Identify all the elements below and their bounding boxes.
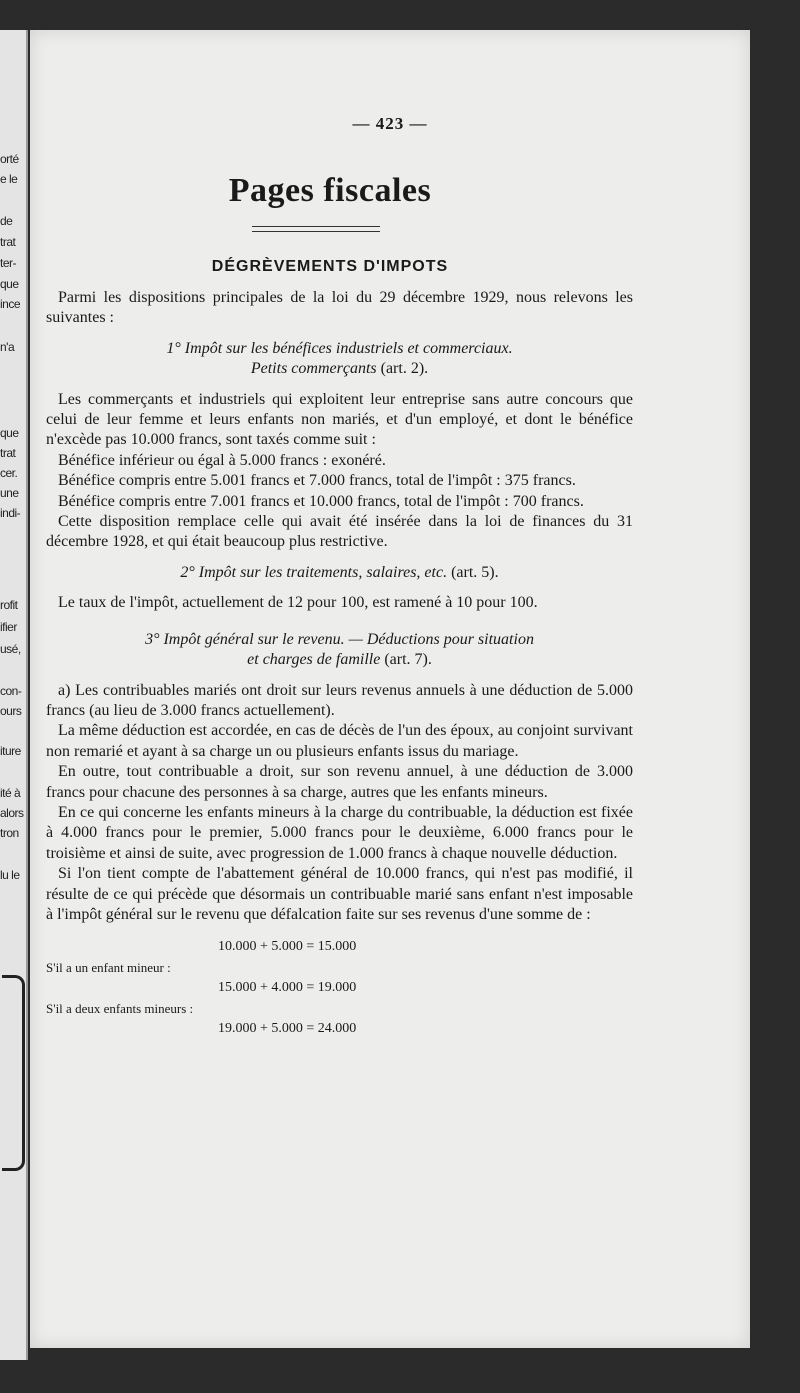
- margin-fragment: alors: [0, 806, 24, 820]
- part1-heading-line1: 1° Impôt sur les bénéfices industriels et commerciaux.: [166, 339, 513, 357]
- part1-paragraph: Cette disposition remplace celle qui avait été insérée dans la loi de finances du 31 décembre 1928, et qui était beaucoup plus restrictive.: [46, 513, 633, 551]
- part3-heading-line2-italic: et charges de famille: [247, 651, 381, 669]
- title-rule: [252, 226, 380, 232]
- margin-fragment: trat: [0, 446, 16, 460]
- page-number: — 423 —: [352, 114, 428, 133]
- margin-fragment: usé,: [0, 642, 21, 656]
- equation-label: S'il a deux enfants mineurs :: [46, 1000, 194, 1016]
- equation: 10.000 + 5.000 = 15.000: [218, 939, 357, 955]
- margin-fragment: iture: [0, 744, 21, 758]
- document-page: [30, 30, 750, 1348]
- margin-fragment: lu le: [0, 868, 20, 882]
- margin-fragment: ifier: [0, 620, 17, 634]
- margin-fragment: que: [0, 426, 19, 440]
- part1-heading-line2-italic: Petits commerçants: [250, 360, 377, 378]
- part1-paragraph: Les commerçants et industriels qui exploitent leur entreprise sans autre concours que celui de leur femme et leurs enfants non mariés, et d'un employé, et dont le bénéfice n'excède pas 10.000 francs, sont taxés comme suit :: [46, 390, 633, 449]
- intro-paragraph: Parmi les dispositions principales de la loi du 29 décembre 1929, nous relevons les suivantes :: [46, 289, 633, 327]
- margin-fragment: n'a: [0, 340, 15, 354]
- part3-paragraph: La même déduction est accordée, en cas de décès de l'un des époux, au conjoint survivant non remarié et ayant à sa charge un ou plusieurs enfants issus du mariage.: [46, 722, 633, 760]
- part2-heading-rest: (art. 5).: [447, 563, 499, 581]
- part1-heading: [46, 339, 633, 380]
- margin-fragment: trat: [0, 235, 16, 249]
- margin-fragment: ité à: [0, 786, 21, 800]
- part3-paragraph: En outre, tout contribuable a droit, sur son revenu annuel, à une déduction de 3.000 francs pour chacune des personnes à sa charge, autres que les enfants mineurs.: [46, 763, 633, 801]
- margin-fragment: orté: [0, 152, 19, 166]
- margin-fragment: ter-: [0, 256, 16, 270]
- part1-paragraph: Bénéfice compris entre 5.001 francs et 7.000 francs, total de l'impôt : 375 francs.: [58, 472, 576, 490]
- part2-heading: [46, 563, 633, 583]
- margin-fragment: de: [0, 214, 13, 228]
- article-body: [46, 288, 633, 1039]
- margin-fragment: e le: [0, 172, 18, 186]
- margin-fragment: que: [0, 277, 19, 291]
- part1-paragraph: Bénéfice inférieur ou égal à 5.000 francs : exonéré.: [58, 451, 386, 469]
- part1-heading-line2-rest: (art. 2).: [376, 360, 429, 378]
- part3-paragraph: En ce qui concerne les enfants mineurs à la charge du contribuable, la déduction est fixée à 4.000 francs pour le premier, 5.000 francs pour le deuxième, 6.000 francs pour le troisième et ainsi de suite, avec progression de 1.000 francs à chaque nouvelle déduction.: [46, 803, 633, 862]
- equation-label: S'il a un enfant mineur :: [46, 959, 171, 975]
- part3-paragraph: Si l'on tient compte de l'abattement général de 10.000 francs, qui n'est pas modifié, il résulte de ce qui précède que désormais un contribuable marié sans enfant n'est imposable à l'impôt général sur le revenu que défalcation faite sur ses revenus d'une somme de :: [46, 865, 633, 923]
- margin-fragment: con-: [0, 684, 22, 698]
- margin-fragment: indi-: [0, 506, 21, 520]
- part3-heading: [46, 630, 633, 671]
- part2-heading-italic: 2° Impôt sur les traitements, salaires, etc.: [180, 563, 448, 581]
- margin-fragment: rofit: [0, 598, 18, 612]
- margin-fragment: ince: [0, 297, 21, 311]
- margin-fragment: cer.: [0, 466, 18, 480]
- part1-paragraph: Bénéfice compris entre 7.001 francs et 10.000 francs, total de l'impôt : 700 francs.: [58, 492, 584, 510]
- margin-fragment: ours: [0, 704, 22, 718]
- part3-heading-line1: 3° Impôt général sur le revenu. — Déductions pour situation: [145, 630, 534, 648]
- part3-heading-line2-rest: (art. 7).: [380, 651, 432, 669]
- equation: 19.000 + 5.000 = 24.000: [218, 1021, 357, 1036]
- section-title: DÉGRÈVEMENTS D'IMPOTS: [211, 258, 449, 275]
- adjacent-page-edge: [0, 30, 28, 1360]
- page-title: Pages fiscales: [228, 172, 432, 209]
- margin-fragment: tron: [0, 826, 19, 840]
- equation: 15.000 + 4.000 = 19.000: [218, 980, 357, 996]
- part2-paragraph: Le taux de l'impôt, actuellement de 12 pour 100, est ramené à 10 pour 100.: [58, 594, 538, 612]
- margin-fragment: une: [0, 486, 19, 500]
- part3-paragraph: a) Les contribuables mariés ont droit sur leurs revenus annuels à une déduction de 5.000 francs (au lieu de 3.000 francs actuellement).: [46, 681, 633, 719]
- margin-ornament: [2, 975, 25, 1171]
